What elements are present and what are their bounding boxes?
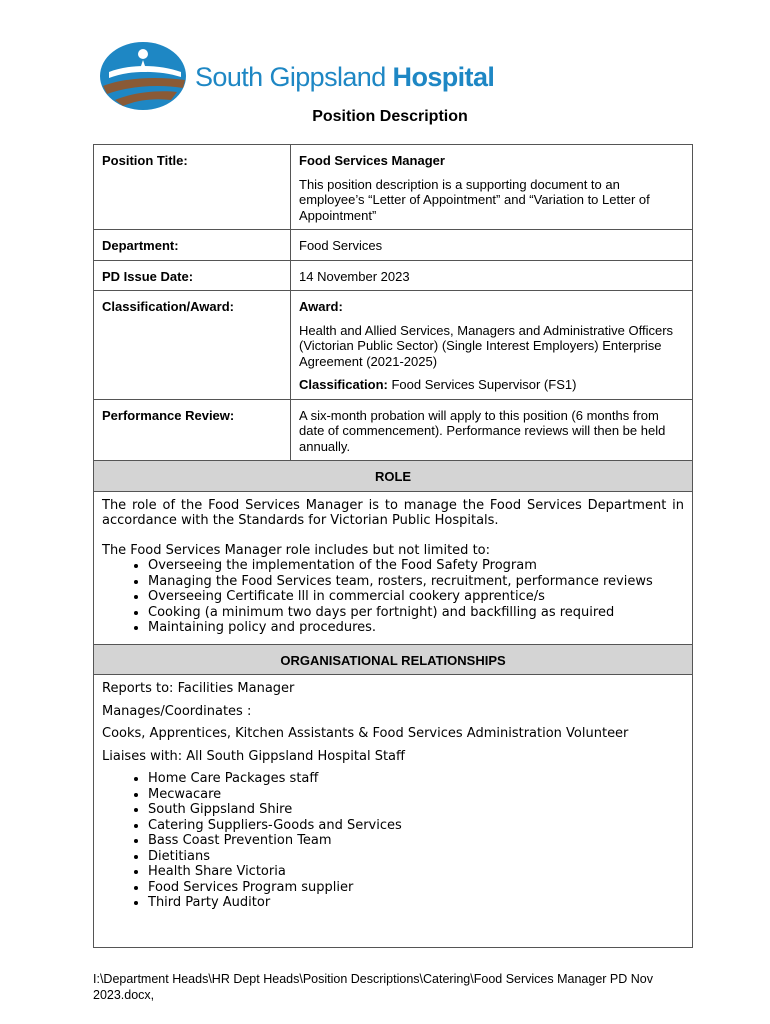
relationships-body xyxy=(94,675,693,948)
list-item: • Food Services Program supplier xyxy=(148,880,684,896)
reports-to: Reports to: Facilities Manager xyxy=(102,681,295,696)
classification-label: Classification/Award: xyxy=(94,291,291,400)
svg-text:South Gippsland Hospital xyxy=(195,62,494,92)
role-duties-list xyxy=(102,558,684,636)
list-item: • South Gippsland Shire xyxy=(148,802,684,818)
row-position-title xyxy=(94,145,693,230)
performance-label: Performance Review: xyxy=(94,399,291,461)
classification-text: Food Services Supervisor (FS1) xyxy=(387,377,577,392)
classification-heading: Classification: xyxy=(299,377,388,392)
role-body xyxy=(94,491,693,644)
list-item: • Overseeing Certificate lll in commercial cookery apprentice/s xyxy=(148,589,684,605)
list-item: • Third Party Auditor xyxy=(148,895,684,911)
role-header-row xyxy=(94,461,693,492)
liaises-list xyxy=(102,771,684,911)
list-item: • Health Share Victoria xyxy=(148,864,684,880)
position-title-label: Position Title: xyxy=(94,145,291,230)
relationships-header-row xyxy=(94,644,693,675)
role-heading: ROLE xyxy=(94,461,693,492)
position-title-value: Food Services Manager xyxy=(299,153,445,168)
logo-figure-head-icon xyxy=(138,49,148,59)
hospital-logo-graphic xyxy=(99,42,499,114)
list-item: • Home Care Packages staff xyxy=(148,771,684,787)
manages-label: Manages/Coordinates : xyxy=(102,703,252,719)
footer-file-path: I:\Department Heads\HR Dept Heads\Position Descriptions\Catering\Food Services Manager PD Nov 2023.docx, xyxy=(93,972,653,1002)
row-department xyxy=(94,230,693,261)
page-title: Position Description xyxy=(312,108,468,125)
row-issue-date xyxy=(94,260,693,291)
issue-date-value: 14 November 2023 xyxy=(291,260,693,291)
list-item: • Mecwacare xyxy=(148,787,684,803)
list-item: • Cooking (a minimum two days per fortnight) and backfilling as required xyxy=(148,605,684,621)
list-item: • Bass Coast Prevention Team xyxy=(148,833,684,849)
position-title-cell xyxy=(291,145,693,230)
award-heading: Award: xyxy=(299,299,343,314)
role-body-row xyxy=(94,491,693,644)
list-item: • Maintaining policy and procedures. xyxy=(148,620,684,636)
manages-text: Cooks, Apprentices, Kitchen Assistants & Food Services Administration Volunteer xyxy=(102,726,629,741)
list-item: • Managing the Food Services team, rosters, recruitment, performance reviews xyxy=(148,574,684,590)
position-title-note: This position description is a supporting document to an employee’s “Letter of Appointment” and “Variation to Letter of Appointment” xyxy=(299,176,650,223)
role-intro: The Food Services Manager role includes but not limited to: xyxy=(102,542,490,558)
department-value: Food Services xyxy=(291,230,693,261)
position-description-table xyxy=(93,144,693,948)
logo-name-part2: Hospital xyxy=(392,62,495,92)
performance-value: A six-month probation will apply to this position (6 months from date of commencement). Performance reviews will then be held annually. xyxy=(291,399,693,461)
relationships-body-row xyxy=(94,675,693,948)
department-label: Department: xyxy=(94,230,291,261)
list-item: • Dietitians xyxy=(148,849,684,865)
issue-date-label: PD Issue Date: xyxy=(94,260,291,291)
list-item: • Catering Suppliers-Goods and Services xyxy=(148,818,684,834)
liaises-label: Liaises with: All South Gippsland Hospital Staff xyxy=(102,748,405,764)
logo-name-part1: South Gippsland xyxy=(195,62,393,92)
role-summary: The role of the Food Services Manager is to manage the Food Services Department in accordance with the Standards for Victorian Public Hospitals. xyxy=(102,497,684,528)
hospital-logo xyxy=(99,42,499,114)
classification-line xyxy=(299,377,684,393)
relationships-heading: ORGANISATIONAL RELATIONSHIPS xyxy=(94,644,693,675)
list-item: • Overseeing the implementation of the Food Safety Program xyxy=(148,558,684,574)
row-classification xyxy=(94,291,693,400)
award-text: Health and Allied Services, Managers and Administrative Officers (Victorian Public Sector) (Single Interest Employers) Enterprise Agreement (2021-2025) xyxy=(299,322,674,369)
row-performance-review xyxy=(94,399,693,461)
classification-cell xyxy=(291,291,693,400)
